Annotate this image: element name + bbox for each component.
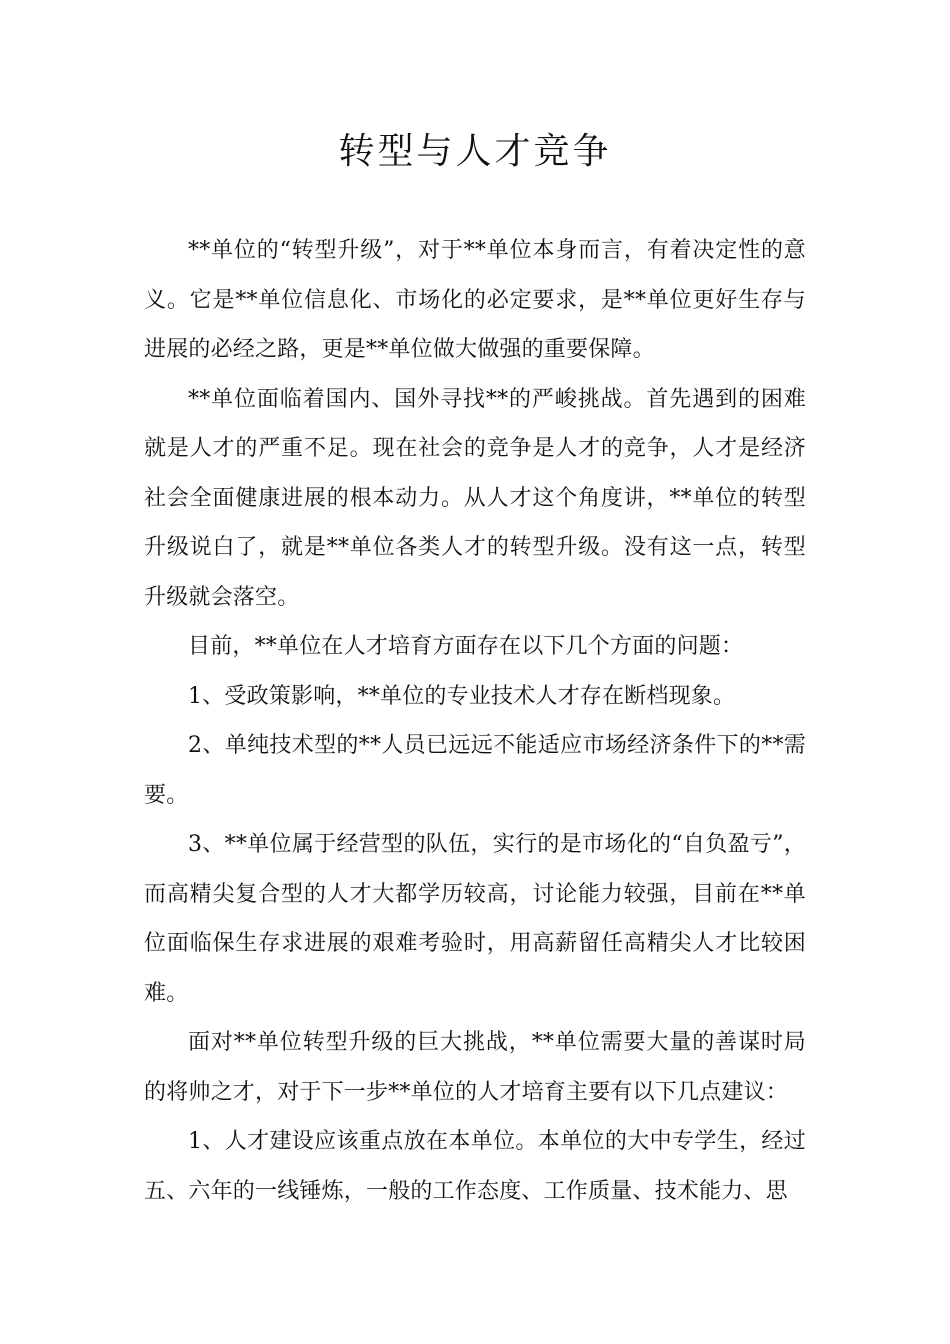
paragraph-problems-lead: 目前，**单位在人才培育方面存在以下几个方面的问题： <box>188 634 744 659</box>
paragraph-suggestion-1: 1、人才建设应该重点放在本单位。本单位的大中专学生，经过五、六年的一线锤炼，一般的工作态度、工作质量、技术能力、思 <box>144 1129 806 1204</box>
paragraph-problem-1: 1、受政策影响，**单位的专业技术人才存在断档现象。 <box>188 683 736 709</box>
paragraph-intro: **单位的“转型升级”，对于**单位本身而言，有着决定性的意义。它是**单位信息化、市场化的必定要求，是**单位更好生存与进展的必经之路，更是**单位做大做强的重要保障。 <box>144 238 806 362</box>
document-title: 转型与人才竞争 <box>338 131 612 172</box>
paragraph-suggestions-lead: 面对**单位转型升级的巨大挑战，**单位需要大量的善谋时局的将帅之才，对于下一步**单位的人才培育主要有以下几点建议： <box>144 1030 806 1105</box>
document-body <box>144 226 806 1216</box>
paragraph-problem-3: 3、**单位属于经营型的队伍，实行的是市场化的“自负盈亏”，而高精尖复合型的人才大都学历较高，讨论能力较强，目前在**单位面临保生存求进展的艰难考验时，用高薪留任高精尖人才比较困难。 <box>144 832 806 1006</box>
paragraph-challenge: **单位面临着国内、国外寻找**的严峻挑战。首先遇到的困难就是人才的严重不足。现在社会的竞争是人才的竞争，人才是经济社会全面健康进展的根本动力。从人才这个角度讲，**单位的转型升级说白了，就是**单位各类人才的转型升级。没有这一点，转型升级就会落空。 <box>144 386 806 610</box>
paragraph-problem-2: 2、单纯技术型的**人员已远远不能适应市场经济条件下的**需要。 <box>144 733 806 808</box>
